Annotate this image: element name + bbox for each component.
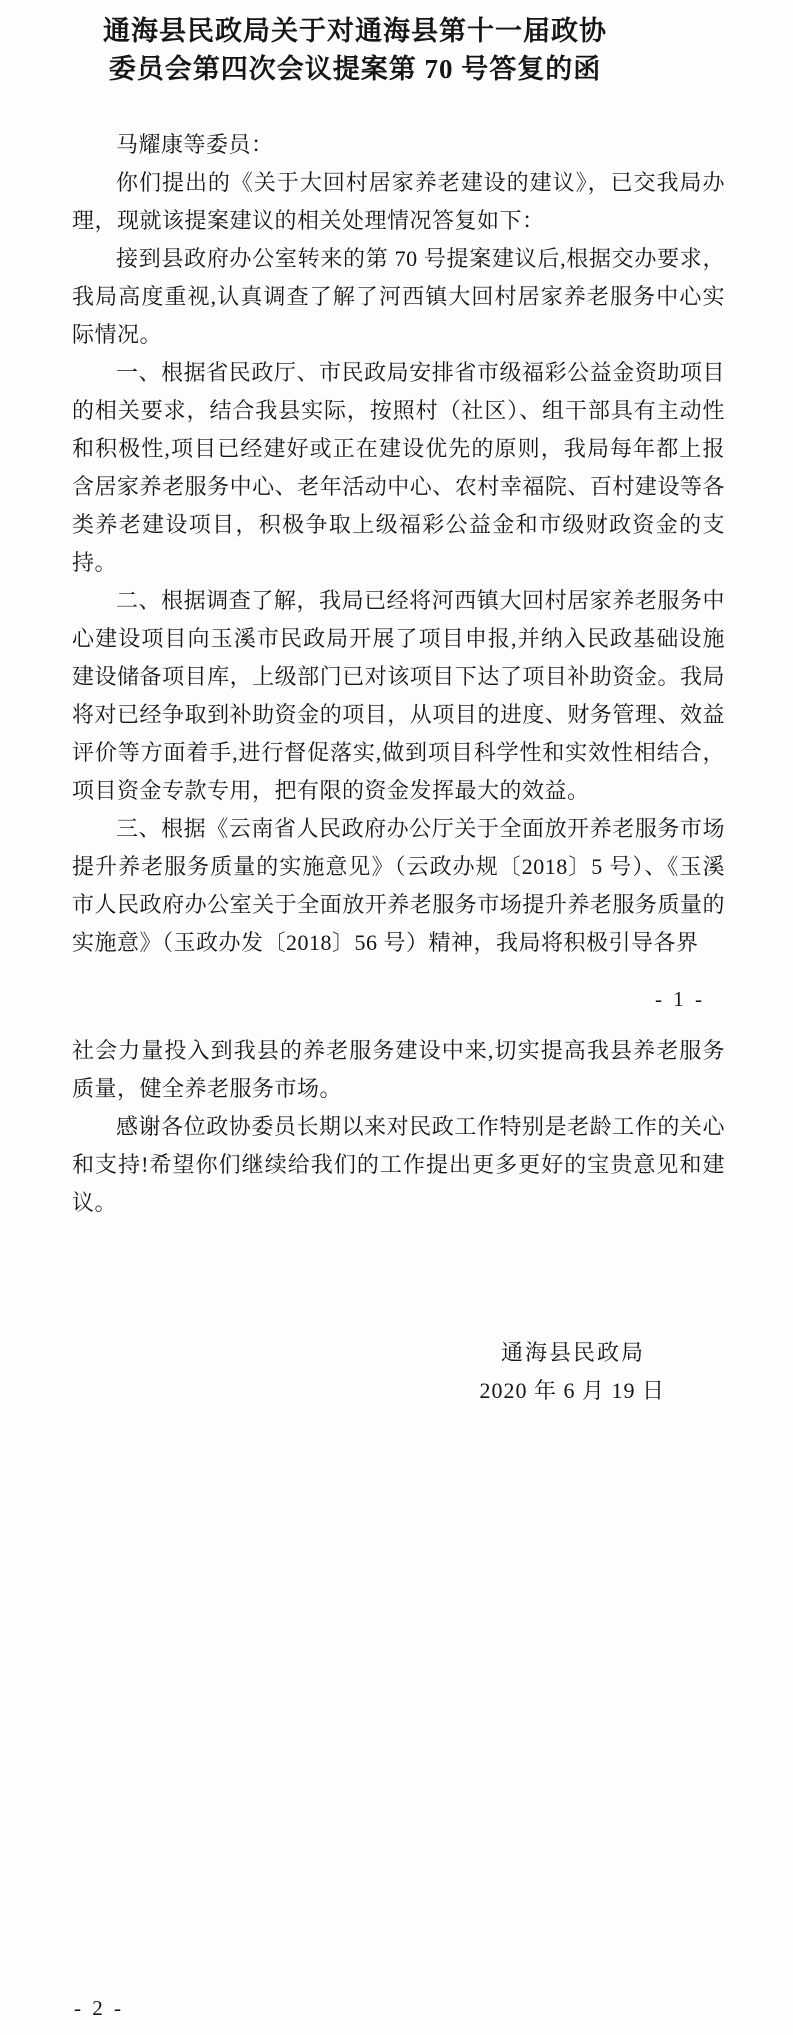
body-paragraph-5: 三、根据《云南省人民政府办公厅关于全面放开养老服务市场提升养老服务质量的实施意见》（云政办规〔2018〕5 号）、《玉溪市人民政府办公室关于全面放开养老服务市场提升养老服务质量的实施意》（玉政办发〔2018〕56 号）精神，我局将积极引导各界	[72, 816, 725, 955]
signature-date: 2020 年 6 月 19 日	[479, 1378, 665, 1403]
page-number-1: - 1 -	[655, 987, 705, 1011]
page-title	[0, 0, 710, 88]
document-body	[72, 126, 725, 1410]
signature-block	[72, 1334, 725, 1410]
signature-org: 通海县民政局	[500, 1340, 645, 1365]
body-paragraph-2: 接到县政府办公室转来的第 70 号提案建议后,根据交办要求，我局高度重视,认真调查了解了河西镇大回村居家养老服务中心实际情况。	[72, 246, 725, 347]
title-line-1: 通海县民政局关于对通海县第十一届政协	[103, 16, 607, 46]
page-number-2: - 2 -	[74, 1996, 124, 2020]
title-line-2: 委员会第四次会议提案第 70 号答复的函	[108, 54, 602, 84]
body-paragraph-4: 二、根据调查了解，我局已经将河西镇大回村居家养老服务中心建设项目向玉溪市民政局开展了项目申报,并纳入民政基础设施建设储备项目库，上级部门已对该项目下达了项目补助资金。我局将对已经争取到补助资金的项目，从项目的进度、财务管理、效益评价等方面着手,进行督促落实,做到项目科学性和实效性相结合，项目资金专款专用，把有限的资金发挥最大的效益。	[72, 588, 725, 803]
continuation-paragraph: 社会力量投入到我县的养老服务建设中来,切实提高我县养老服务质量，健全养老服务市场。	[72, 1038, 725, 1101]
body-paragraph-1: 你们提出的《关于大回村居家养老建设的建议》，已交我局办理，现就该提案建议的相关处理情况答复如下：	[72, 170, 725, 233]
closing-paragraph: 感谢各位政协委员长期以来对民政工作特别是老龄工作的关心和支持!希望你们继续给我们的工作提出更多更好的宝贵意见和建议。	[72, 1114, 725, 1215]
salutation: 马耀康等委员：	[116, 132, 274, 157]
body-paragraph-3: 一、根据省民政厅、市民政局安排省市级福彩公益金资助项目的相关要求，结合我县实际，按照村（社区）、组干部具有主动性和积极性,项目已经建好或正在建设优先的原则，我局每年都上报含居家养老服务中心、老年活动中心、农村幸福院、百村建设等各类养老建设项目，积极争取上级福彩公益金和市级财政资金的支持。	[72, 360, 725, 575]
